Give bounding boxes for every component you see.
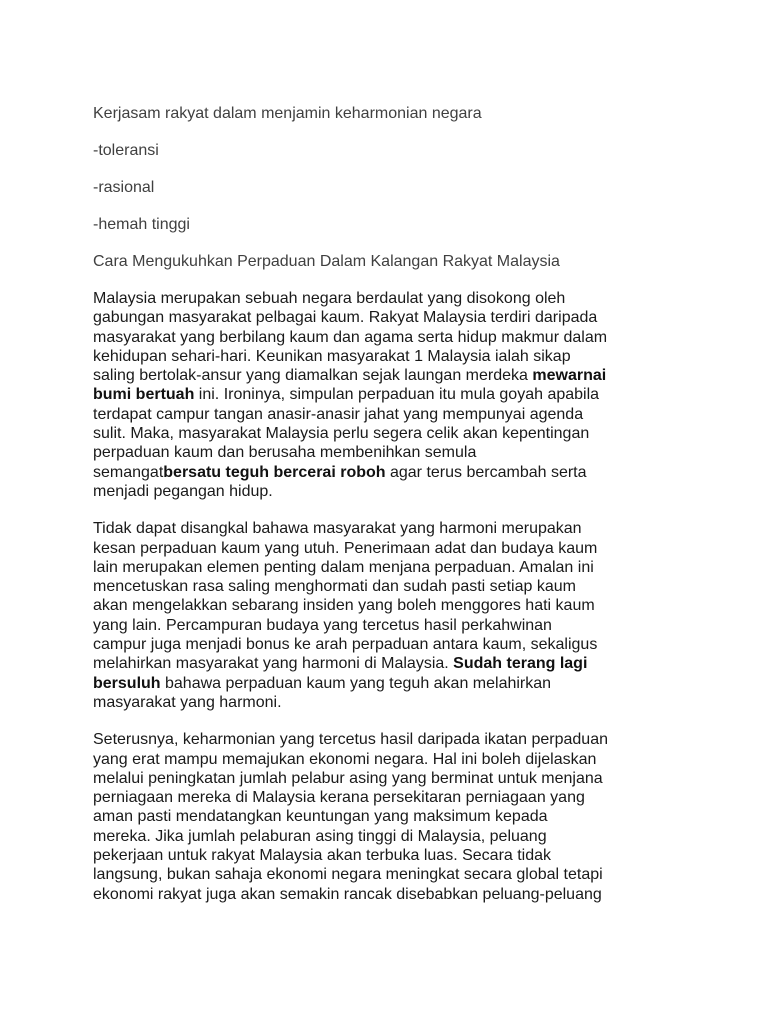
paragraph-line — [93, 385, 683, 404]
bullet-item: -toleransi — [93, 142, 159, 159]
bold-phrase: Sudah terang lagi — [453, 655, 588, 673]
paragraph-line: mereka. Jika jumlah pelaburan asing tinggi di Malaysia, peluang — [93, 827, 547, 845]
paragraph-line — [93, 674, 683, 693]
paragraph-line: lain merupakan elemen penting dalam menjana perpaduan. Amalan ini — [93, 558, 594, 576]
paragraph-line: pekerjaan untuk rakyat Malaysia akan terbuka luas. Secara tidak — [93, 847, 552, 865]
line-text: agar terus bercambah serta — [385, 463, 587, 481]
paragraph-line: melalui peningkatan jumlah pelabur asing yang berminat untuk menjana — [93, 769, 603, 787]
paragraph-line: kehidupan sehari-hari. Keunikan masyarakat 1 Malaysia ialah sikap — [93, 347, 571, 365]
line-text: semangat — [93, 463, 164, 481]
paragraph-line: Tidak dapat disangkal bahawa masyarakat yang harmoni merupakan — [93, 520, 582, 538]
paragraph-line — [93, 654, 683, 673]
bold-phrase: bumi bertuah — [93, 386, 195, 404]
bullet-item: -hemah tinggi — [93, 216, 190, 233]
paragraph-line: langsung, bukan sahaja ekonomi negara meningkat secara global tetapi — [93, 866, 603, 884]
paragraph-line: gabungan masyarakat pelbagai kaum. Rakyat Malaysia terdiri daripada — [93, 309, 598, 327]
paragraph-line — [93, 366, 683, 385]
line-text: ini. Ironinya, simpulan perpaduan itu mula goyah apabila — [194, 386, 600, 404]
paragraph-line: Seterusnya, keharmonian yang tercetus hasil daripada ikatan perpaduan — [93, 731, 608, 749]
paragraph-line: aman pasti mendatangkan keuntungan yang maksimum kepada — [93, 808, 548, 826]
bullet-item: -rasional — [93, 179, 155, 196]
paragraph-line: terdapat campur tangan anasir-anasir jahat yang mempunyai agenda — [93, 405, 584, 423]
paragraph-3 — [93, 730, 683, 904]
paragraph-line: yang erat mampu memajukan ekonomi negara. Hal ini boleh dijelaskan — [93, 750, 597, 768]
line-text: saling bertolak-ansur yang diamalkan sejak laungan merdeka — [93, 367, 533, 385]
document-page — [93, 104, 683, 922]
paragraph-line: masyarakat yang harmoni. — [93, 693, 282, 711]
paragraph-line: mencetuskan rasa saling menghormati dan sudah pasti setiap kaum — [93, 578, 576, 596]
paragraph-line: Malaysia merupakan sebuah negara berdaulat yang disokong oleh — [93, 290, 566, 307]
paragraph-line: sulit. Maka, masyarakat Malaysia perlu segera celik akan kepentingan — [93, 425, 590, 443]
paragraph-line: ekonomi rakyat juga akan semakin rancak disebabkan peluang-peluang — [93, 885, 602, 903]
paragraph-line: perniagaan mereka di Malaysia kerana persekitaran perniagaan yang — [93, 789, 585, 807]
paragraph-line — [93, 463, 683, 482]
line-text: melahirkan masyarakat yang harmoni di Malaysia. — [93, 655, 454, 673]
paragraph-line: masyarakat yang berbilang kaum dan agama serta hidup makmur dalam — [93, 328, 608, 346]
document-title: Kerjasam rakyat dalam menjamin keharmonian negara — [93, 105, 482, 122]
paragraph-2 — [93, 519, 683, 712]
paragraph-line: akan mengelakkan sebarang insiden yang boleh menggores hati kaum — [93, 597, 595, 615]
paragraph-line: perpaduan kaum dan berusaha membenihkan semula — [93, 444, 477, 462]
bold-phrase: bersuluh — [93, 674, 161, 692]
bold-phrase: bersatu teguh bercerai roboh — [163, 463, 386, 481]
document-subtitle: Cara Mengukuhkan Perpaduan Dalam Kalangan Rakyat Malaysia — [93, 253, 560, 270]
paragraph-1 — [93, 289, 683, 501]
paragraph-line: campur juga menjadi bonus ke arah perpaduan antara kaum, sekaligus — [93, 636, 598, 654]
line-text: bahawa perpaduan kaum yang teguh akan melahirkan — [160, 674, 552, 692]
paragraph-line: kesan perpaduan kaum yang utuh. Penerimaan adat dan budaya kaum — [93, 539, 598, 557]
bold-phrase: mewarnai — [532, 367, 607, 385]
paragraph-line: yang lain. Percampuran budaya yang tercetus hasil perkahwinan — [93, 616, 552, 634]
paragraph-line: menjadi pegangan hidup. — [93, 482, 273, 500]
